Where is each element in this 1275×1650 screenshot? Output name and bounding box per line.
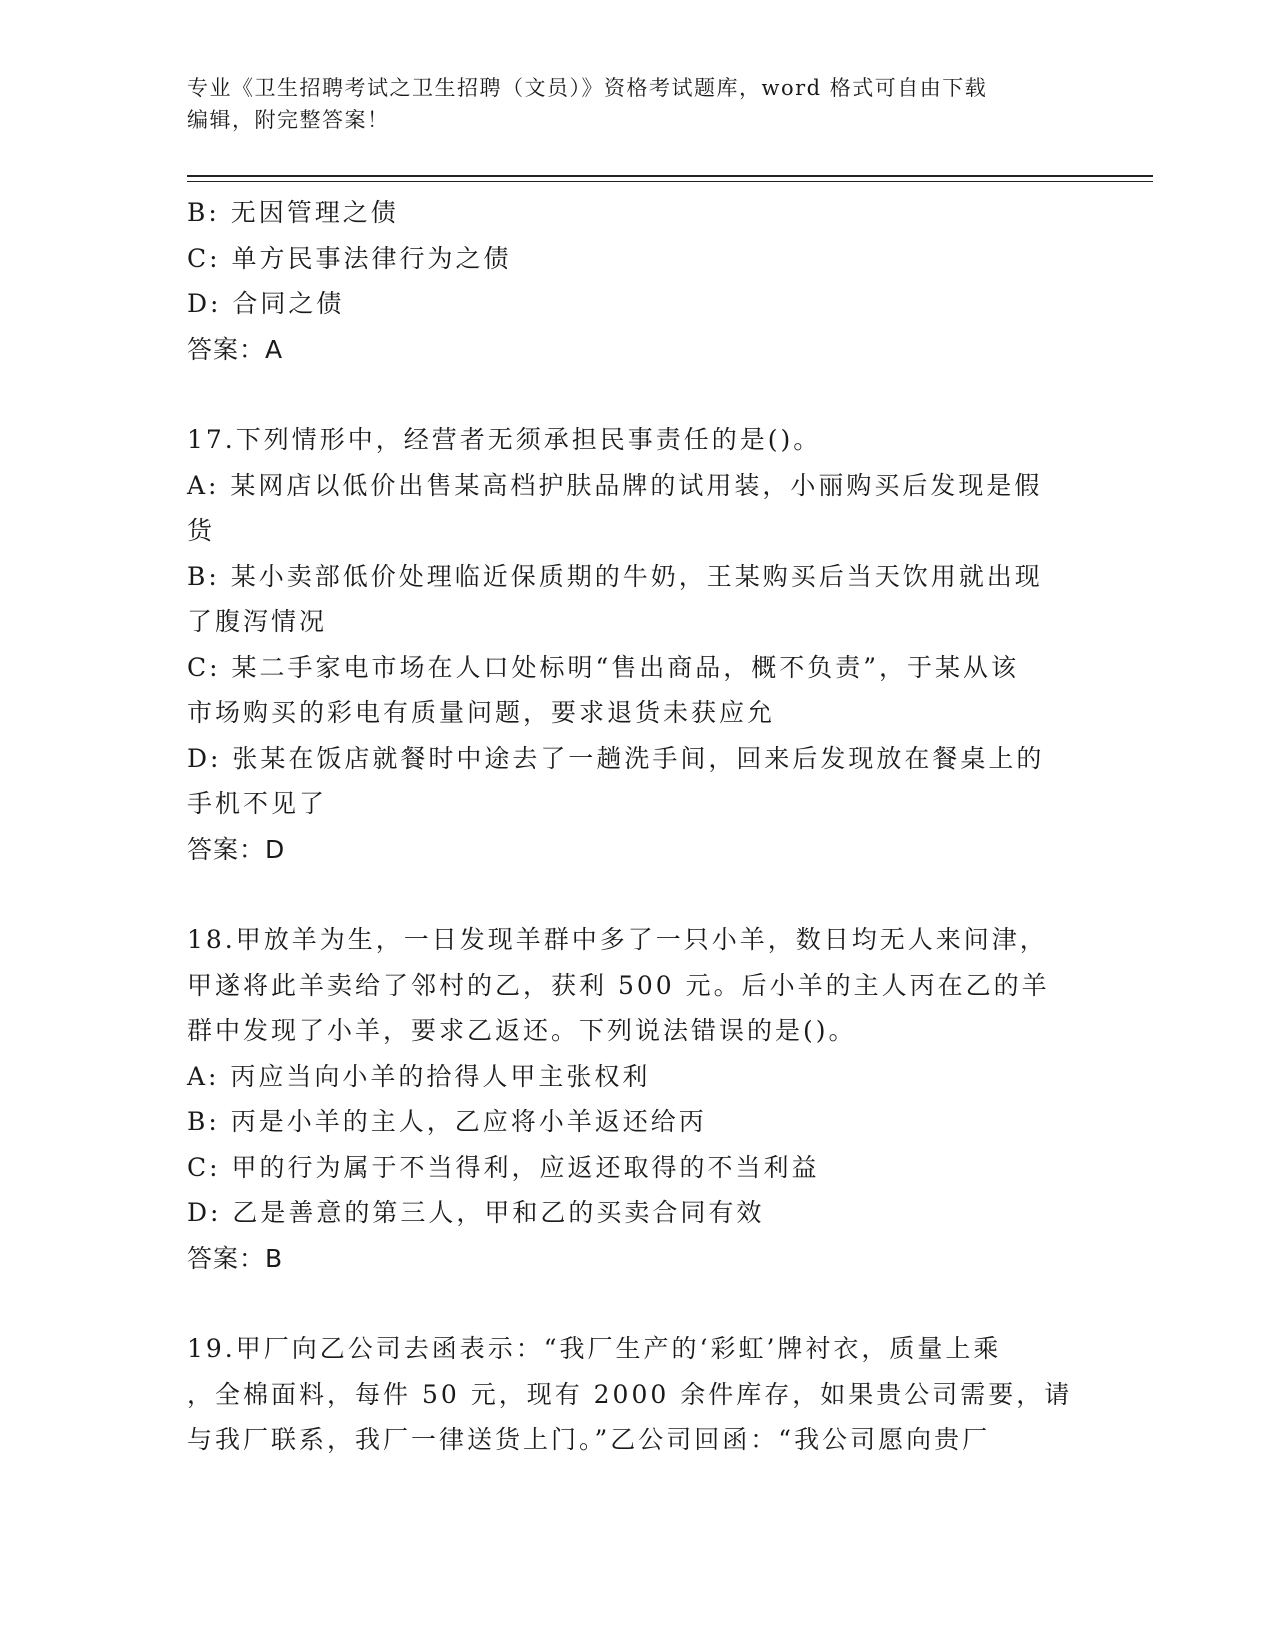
q17-option-d: D: 张某在饭店就餐时中途去了一趟洗手间，回来后发现放在餐桌上的: [187, 743, 1045, 773]
q18-option-b: B: 丙是小羊的主人，乙应将小羊返还给丙: [187, 1107, 707, 1136]
q17-option-a: A: 某网店以低价出售某高档护肤品牌的试用装，小丽购买后发现是假: [187, 470, 1043, 500]
q19-stem-2: ，全棉面料，每件 50 元，现有 2000 余件库存，如果贵公司需要，请: [187, 1379, 1073, 1409]
q18-stem-2: 甲遂将此羊卖给了邻村的乙，获利 500 元。后小羊的主人丙在乙的羊: [187, 970, 1050, 1000]
q19-stem-1: 19.甲厂向乙公司去函表示：“我厂生产的‘彩虹’牌衬衣，质量上乘: [187, 1334, 1002, 1363]
q18-option-a: A: 丙应当向小羊的拾得人甲主张权利: [187, 1061, 651, 1091]
q17-option-b-cont: 了腹泻情况: [187, 607, 328, 636]
question-content: [187, 190, 1077, 1463]
header-rule-thick: [187, 175, 1153, 177]
q19-stem-3: 与我厂联系，我厂一律送货上门。”乙公司回函：“我公司愿向贵厂: [187, 1425, 991, 1454]
prev-answer: 答案：A: [187, 334, 284, 364]
q18-option-d: D: 乙是善意的第三人，甲和乙的买卖合同有效: [187, 1198, 765, 1227]
prev-option-b: B: 无因管理之债: [187, 198, 399, 227]
q17-answer: 答案：D: [187, 834, 286, 864]
q17-option-c-cont: 市场购买的彩电有质量问题，要求退货未获应允: [187, 698, 776, 727]
q18-option-c: C: 甲的行为属于不当得利，应返还取得的不当利益: [187, 1152, 820, 1182]
q17-option-a-cont: 货: [187, 516, 216, 545]
q18-answer: 答案：B: [187, 1243, 284, 1273]
header-rule-thin: [187, 181, 1153, 182]
q17-option-c: C: 某二手家电市场在人口处标明“售出商品，概不负责”，于某从该: [187, 652, 1020, 682]
q18-stem-1: 18.甲放羊为生，一日发现羊群中多了一只小羊，数日均无人来问津，: [187, 925, 1048, 954]
q17-option-d-cont: 手机不见了: [187, 789, 328, 818]
q17-option-b: B: 某小卖部低价处理临近保质期的牛奶，王某购买后当天饮用就出现: [187, 561, 1043, 591]
header-line-1: 专业《卫生招聘考试之卫生招聘（文员）》资格考试题库，word 格式可自由下载: [187, 76, 988, 100]
prev-option-d: D: 合同之债: [187, 289, 345, 318]
prev-option-c: C: 单方民事法律行为之债: [187, 243, 512, 273]
document-header: [187, 72, 1067, 136]
header-line-2: 编辑，附完整答案！: [187, 108, 390, 132]
q17-stem: 17.下列情形中，经营者无须承担民事责任的是()。: [187, 425, 822, 454]
q18-stem-3: 群中发现了小羊，要求乙返还。下列说法错误的是()。: [187, 1016, 857, 1045]
